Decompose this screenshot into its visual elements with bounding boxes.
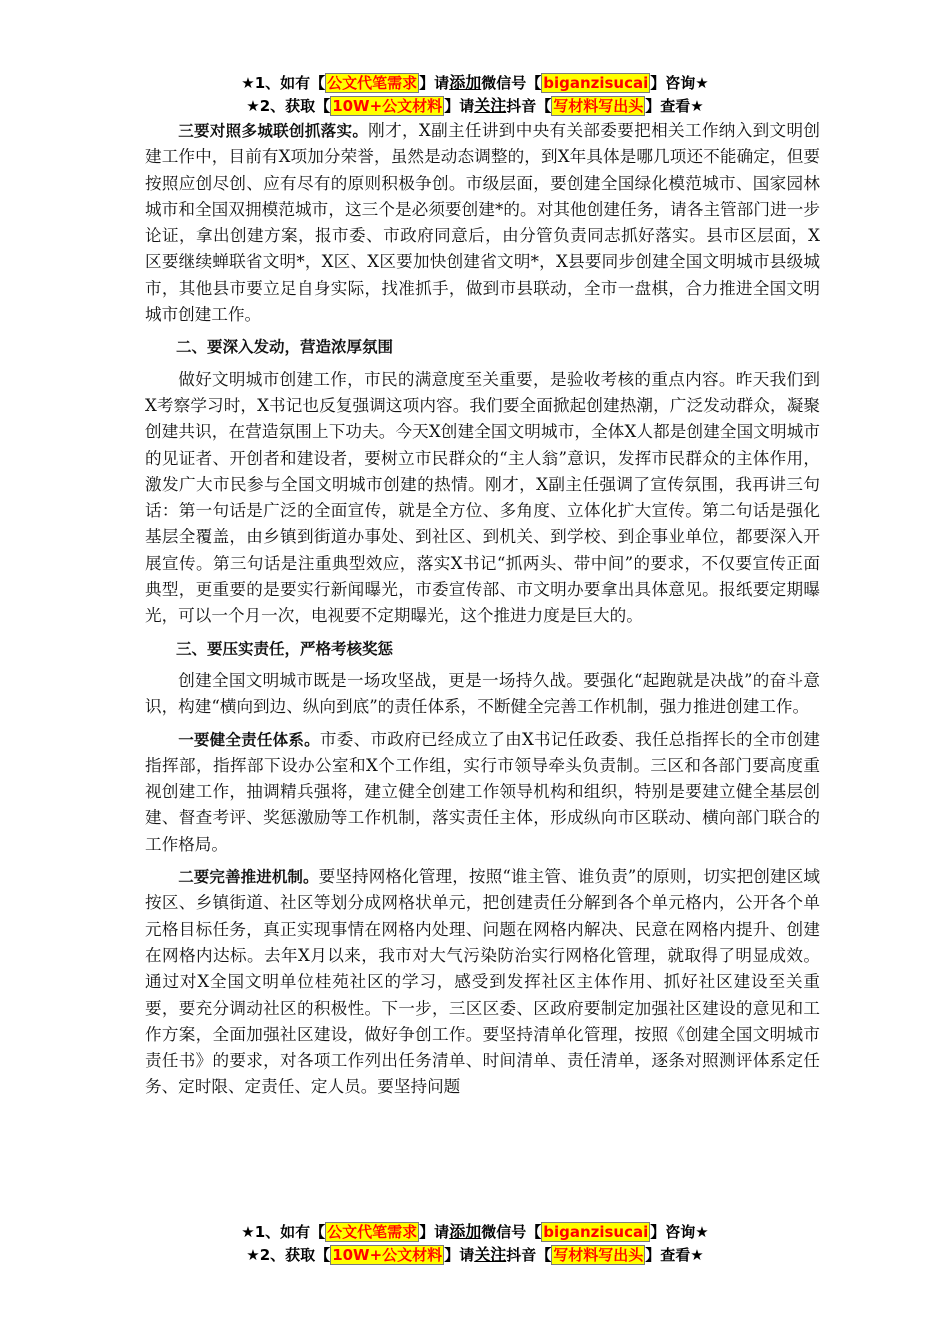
- banner-text: 抖音【: [506, 97, 552, 115]
- underlined-word: 添加: [449, 1222, 482, 1241]
- highlight-douyin-id: 写材料写出头: [553, 97, 644, 115]
- highlight-service: 公文代笔需求: [327, 1223, 418, 1241]
- paragraph-lead: 一要健全责任体系。: [178, 730, 320, 749]
- paragraph-responsibility-system: [145, 727, 820, 858]
- banner-text: 微信号【: [481, 1223, 542, 1241]
- section-heading-2: 二、要深入发动，营造浓厚氛围: [176, 338, 394, 357]
- banner-text: 】查看★: [645, 1246, 704, 1264]
- paragraph-multi-city: [145, 118, 820, 328]
- bottom-banner-line-2: [0, 1244, 950, 1266]
- bottom-banner-line-1: [0, 1221, 950, 1243]
- paragraph-lead: 二要完善推进机制。: [178, 868, 319, 887]
- top-banner-line-2: [0, 95, 950, 117]
- paragraph-responsibility-intro: 创建全国文明城市既是一场攻坚战，更是一场持久战。要强化“起跑就是决战”的奋斗意识，构建“横向到边、纵向到底”的责任体系，不断健全完善工作机制，强力推进创建工作。: [145, 670, 820, 717]
- paragraph-text: 刚才，X副主任讲到中央有关部委要把相关工作纳入到文明创建工作中，目前有X项加分荣誉，虽然是动态调整的，到X年具体是哪几项还不能确定，但要按照应创尽创、应有尽有的原则积极争创。市级层面，要创建全国绿化模范城市、国家园林城市和全国双拥模范城市，这三个是必须要创建*的。对其他创建任务，请各主管部门进一步论证，拿出创建方案，报市委、市政府同意后，由分管负责同志抓好落实。县市区层面，X区要继续蝉联省文明*，X区、X区要加快创建省文明*，X县要同步创建全国文明城市县级城市，其他县市要立足自身实际，找准抓手，做到市县联动，全市一盘棋，合力推进全国文明城市创建工作。: [145, 121, 820, 325]
- paragraph-mobilize: 做好文明城市创建工作，市民的满意度至关重要，是验收考核的重点内容。昨天我们到X考察学习时，X书记也反复强调这项内容。我们要全面掀起创建热潮，广泛发动群众，凝聚创建共识，在营造氛围上下功夫。今天X创建全国文明城市，全体X人都是创建全国文明城市的见证者、开创者和建设者，要树立市民群众的“主人翁”意识，发挥市民群众的主体作用，激发广大市民参与全国文明城市创建的热情。刚才，X副主任强调了宣传氛围，我再讲三句话：第一句话是广泛的全面宣传，就是全方位、多角度、立体化扩大宣传。第二句话是强化基层全覆盖，由乡镇到街道办事处、到社区、到机关、到学校、到企事业单位，都要深入开展宣传。第三句话是注重典型效应，落实X书记“抓两头、带中间”的要求，不仅要宣传正面典型，更重要的是要实行新闻曝光，市委宣传部、市文明办要拿出具体意见。报纸要定期曝光，可以一个月一次，电视要不定期曝光，这个推进力度是巨大的。: [145, 369, 820, 626]
- underlined-word: 关注: [474, 1245, 507, 1264]
- highlight-wechat-id: biganzisucai: [543, 1223, 649, 1241]
- banner-text: 抖音【: [506, 1246, 552, 1264]
- banner-text: ★2、获取【: [246, 97, 331, 115]
- paragraph-text: 市委、市政府已经成立了由X书记任政委、我任总指挥长的全市创建指挥部，指挥部下设办公室和X个工作组，实行市领导牵头负责制。三区和各部门要高度重视创建工作，抽调精兵强将，建立健全创建工作领导机构和组织，特别是要建立健全基层创建、督查考评、奖惩激励等工作机制，落实责任主体，形成纵向市区联动、横向部门联合的工作格局。: [145, 729, 820, 854]
- paragraph-lead: 三要对照多城联创抓落实。: [178, 122, 369, 140]
- highlight-materials: 10W+公文材料: [332, 97, 443, 115]
- banner-text: 】请: [444, 97, 475, 115]
- banner-text: 微信号【: [481, 74, 542, 92]
- banner-text: 】咨询★: [650, 74, 709, 92]
- section-heading-3: 三、要压实责任，严格考核奖惩: [176, 639, 394, 658]
- top-banner-line-1: [0, 72, 950, 94]
- banner-text: ★1、如有【: [241, 1223, 326, 1241]
- highlight-douyin-id: 写材料写出头: [553, 1246, 644, 1264]
- paragraph-mechanism: [145, 864, 820, 1101]
- underlined-word: 添加: [449, 73, 482, 92]
- underlined-word: 关注: [474, 96, 507, 115]
- highlight-wechat-id: biganzisucai: [543, 74, 649, 92]
- banner-text: 】请: [444, 1246, 475, 1264]
- highlight-materials: 10W+公文材料: [332, 1246, 443, 1264]
- banner-text: 】请: [419, 1223, 450, 1241]
- banner-text: 】咨询★: [650, 1223, 709, 1241]
- paragraph-text: 要坚持网格化管理，按照“谁主管、谁负责”的原则，切实把创建区域按区、乡镇街道、社区等划分成网格状单元，把创建责任分解到各个单元格内，公开各个单元格目标任务，真正实现事情在网格内处理、问题在网格内解决、民意在网格内提升、创建在网格内达标。去年X月以来，我市对大气污染防治实行网格化管理，就取得了明显成效。通过对X全国文明单位桂苑社区的学习，感受到发挥社区主体作用、抓好社区建设至关重要，要充分调动社区的积极性。下一步，三区区委、区政府要制定加强社区建设的意见和工作方案，全面加强社区建设，做好争创工作。要坚持清单化管理，按照《创建全国文明城市责任书》的要求，对各项工作列出任务清单、时间清单、责任清单，逐条对照测评体系定任务、定时限、定责任、定人员。要坚持问题: [145, 867, 820, 1097]
- banner-text: ★2、获取【: [246, 1246, 331, 1264]
- document-body: [145, 118, 820, 1101]
- banner-text: 】请: [419, 74, 450, 92]
- banner-text: 】查看★: [645, 97, 704, 115]
- highlight-service: 公文代笔需求: [327, 74, 418, 92]
- banner-text: ★1、如有【: [241, 74, 326, 92]
